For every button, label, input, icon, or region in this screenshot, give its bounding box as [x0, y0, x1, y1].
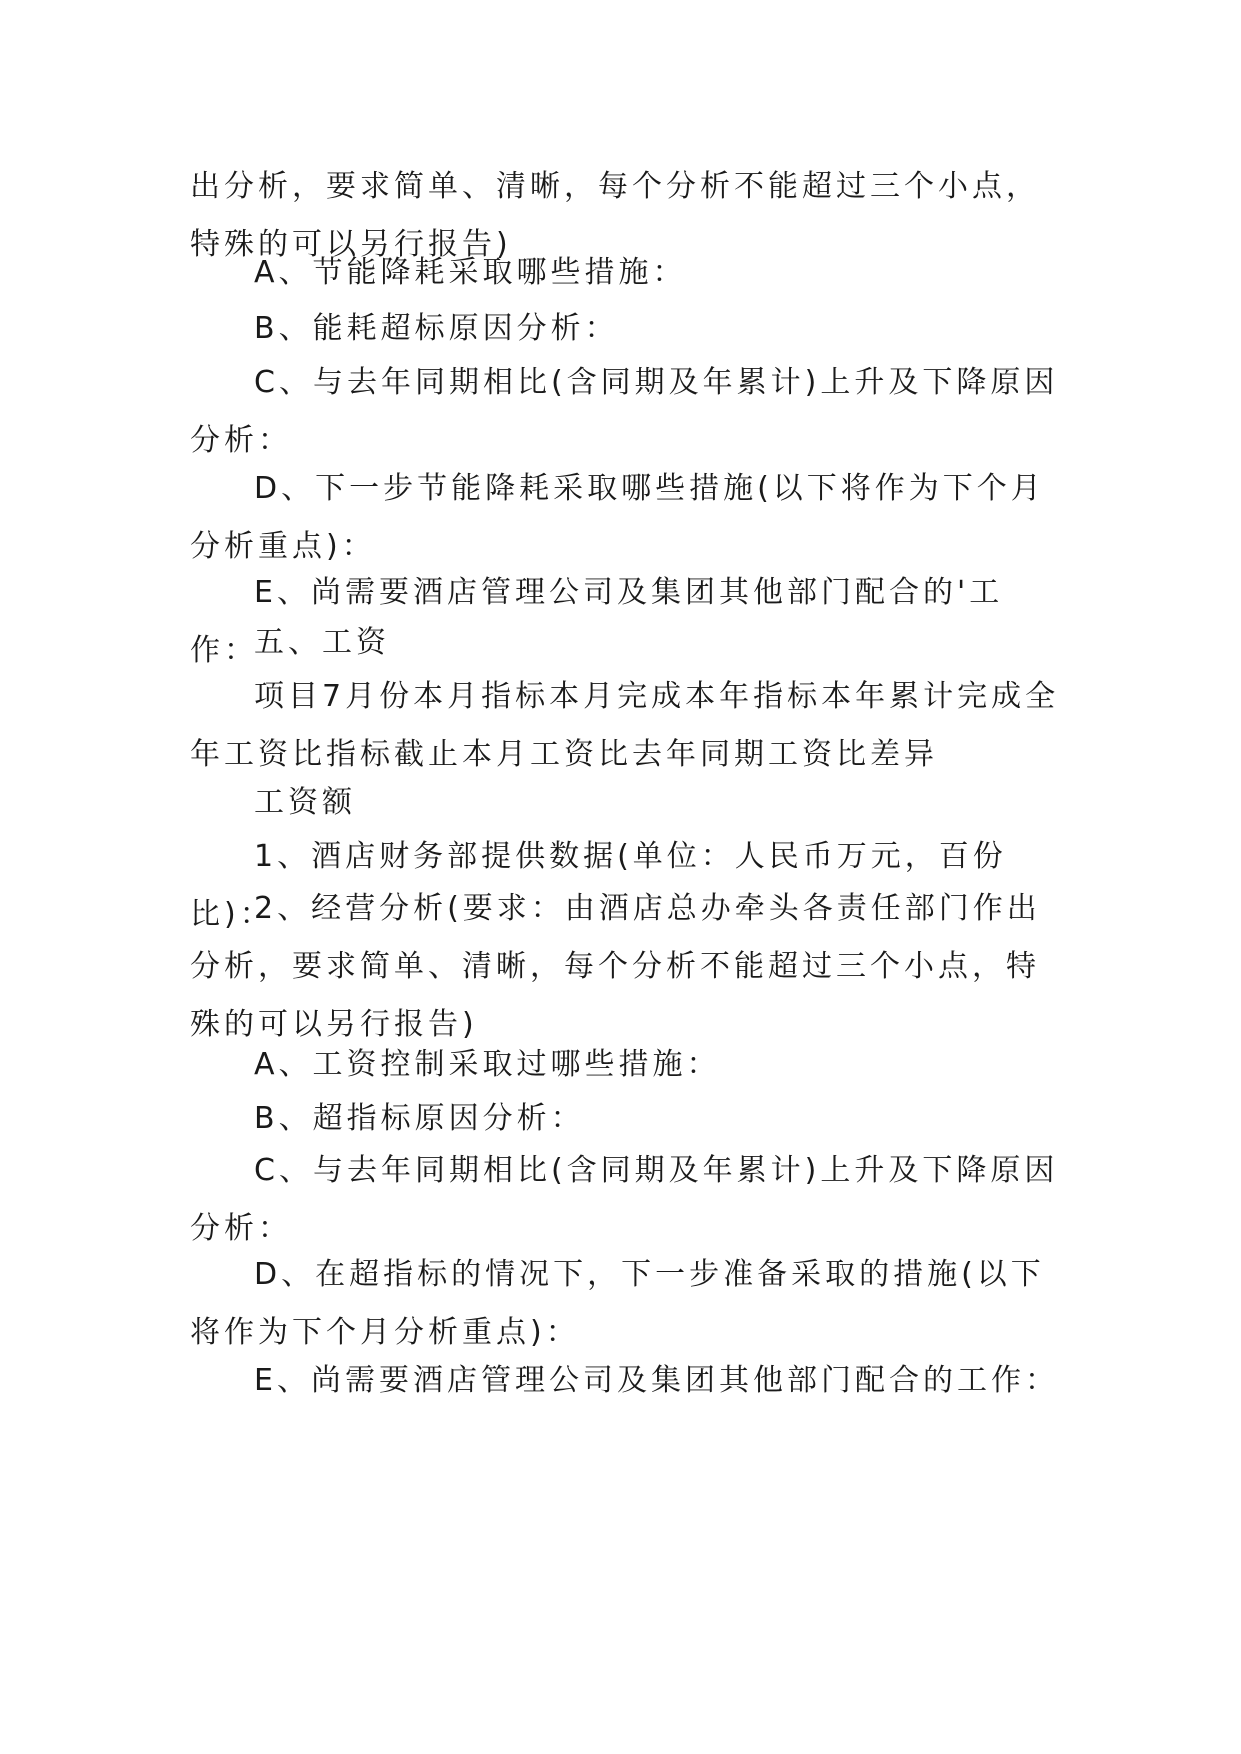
- paragraph-finance-data: 1、酒店财务部提供数据(单位：人民币万元，百份比)：: [190, 839, 1007, 932]
- paragraph-energy-e: E、尚需要酒店管理公司及集团其他部门配合的'工作：: [190, 575, 1004, 668]
- paragraph-wages-table-header: 项目7月份本月指标本月完成本年指标本年累计完成全年工资比指标截止本月工资比去年同期工资比差异: [190, 679, 1060, 772]
- paragraph-energy-d: D、下一步节能降耗采取哪些措施(以下将作为下个月分析重点)：: [190, 471, 1045, 564]
- paragraph-wages-amount: 工资额: [254, 785, 356, 820]
- paragraph-energy-c: C、与去年同期相比(含同期及年累计)上升及下降原因分析：: [190, 365, 1059, 458]
- paragraph-wages-c: C、与去年同期相比(含同期及年累计)上升及下降原因分析：: [190, 1153, 1059, 1246]
- paragraph-intro-continuation: 出分析，要求简单、清晰，每个分析不能超过三个小点，特殊的可以另行报告): [190, 169, 1040, 262]
- paragraph-energy-b: B、能耗超标原因分析：: [254, 311, 619, 346]
- paragraph-wages-a: A、工资控制采取过哪些措施：: [254, 1047, 721, 1082]
- paragraph-wages-b: B、超指标原因分析：: [254, 1101, 585, 1136]
- paragraph-wages-e: E、尚需要酒店管理公司及集团其他部门配合的工作：: [254, 1363, 1059, 1398]
- section-heading-wages: 五、工资: [254, 625, 390, 660]
- paragraph-energy-a: A、节能降耗采取哪些措施：: [254, 255, 687, 290]
- paragraph-business-analysis: 2、经营分析(要求：由酒店总办牵头各责任部门作出分析，要求简单、清晰，每个分析不能超过三个小点，特殊的可以另行报告): [190, 891, 1041, 1042]
- paragraph-wages-d: D、在超指标的情况下，下一步准备采取的措施(以下将作为下个月分析重点)：: [190, 1257, 1045, 1350]
